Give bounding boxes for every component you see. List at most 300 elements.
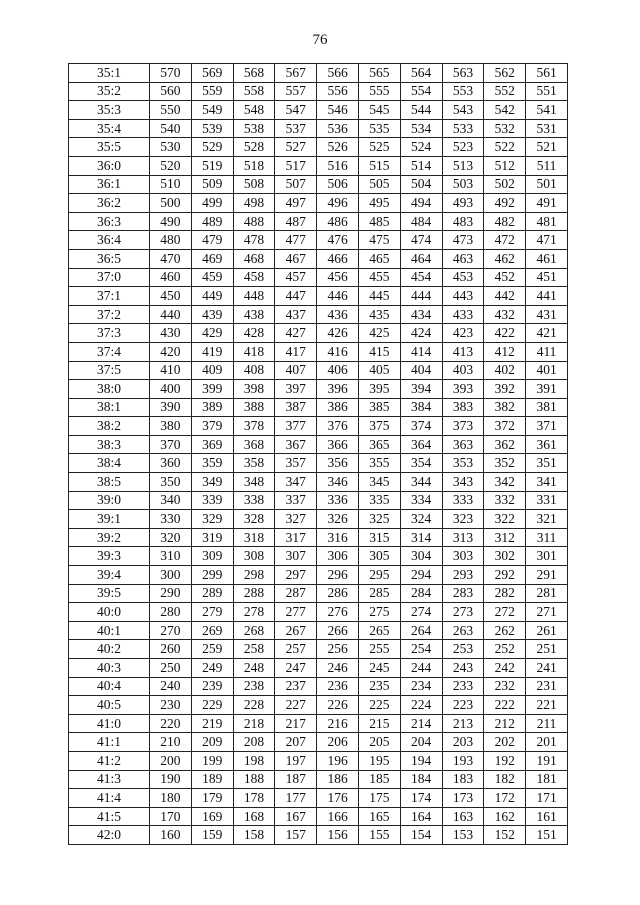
table-row	[69, 807, 568, 826]
score-cell: 284	[400, 584, 442, 603]
score-cell: 492	[484, 194, 526, 213]
time-cell: 38:2	[69, 417, 150, 436]
score-cell: 414	[400, 342, 442, 361]
table-row	[69, 547, 568, 566]
score-cell: 472	[484, 231, 526, 250]
table-row	[69, 101, 568, 120]
score-cell: 225	[358, 696, 400, 715]
score-cell: 539	[191, 119, 233, 138]
score-cell: 512	[484, 156, 526, 175]
score-cell: 215	[358, 714, 400, 733]
score-cell: 564	[400, 64, 442, 83]
score-cell: 377	[275, 417, 317, 436]
table-row	[69, 435, 568, 454]
score-cell: 520	[150, 156, 192, 175]
score-cell: 232	[484, 677, 526, 696]
score-cell: 191	[526, 751, 568, 770]
time-cell: 38:5	[69, 473, 150, 492]
score-cell: 450	[150, 287, 192, 306]
score-cell: 343	[442, 473, 484, 492]
table-row	[69, 212, 568, 231]
score-cell: 322	[484, 510, 526, 529]
score-cell: 491	[526, 194, 568, 213]
score-cell: 551	[526, 82, 568, 101]
score-cell: 273	[442, 603, 484, 622]
score-cell: 505	[358, 175, 400, 194]
table-row	[69, 491, 568, 510]
table-row	[69, 621, 568, 640]
score-cell: 262	[484, 621, 526, 640]
score-cell: 334	[400, 491, 442, 510]
score-cell: 510	[150, 175, 192, 194]
score-cell: 454	[400, 268, 442, 287]
time-cell: 39:4	[69, 566, 150, 585]
score-cell: 563	[442, 64, 484, 83]
score-cell: 544	[400, 101, 442, 120]
score-cell: 552	[484, 82, 526, 101]
score-cell: 424	[400, 324, 442, 343]
time-cell: 39:2	[69, 528, 150, 547]
score-cell: 470	[150, 249, 192, 268]
score-cell: 508	[233, 175, 275, 194]
score-cell: 417	[275, 342, 317, 361]
score-cell: 306	[317, 547, 359, 566]
score-cell: 425	[358, 324, 400, 343]
score-cell: 403	[442, 361, 484, 380]
score-cell: 458	[233, 268, 275, 287]
score-cell: 198	[233, 751, 275, 770]
time-cell: 41:3	[69, 770, 150, 789]
score-cell: 333	[442, 491, 484, 510]
table-row	[69, 566, 568, 585]
score-cell: 509	[191, 175, 233, 194]
score-cell: 546	[317, 101, 359, 120]
score-cell: 451	[526, 268, 568, 287]
score-cell: 167	[275, 807, 317, 826]
table-row	[69, 194, 568, 213]
score-cell: 436	[317, 305, 359, 324]
score-cell: 176	[317, 789, 359, 808]
score-cell: 556	[317, 82, 359, 101]
score-cell: 237	[275, 677, 317, 696]
score-cell: 366	[317, 435, 359, 454]
time-cell: 41:0	[69, 714, 150, 733]
score-cell: 380	[150, 417, 192, 436]
score-cell: 241	[526, 659, 568, 678]
score-cell: 474	[400, 231, 442, 250]
score-cell: 339	[191, 491, 233, 510]
score-cell: 469	[191, 249, 233, 268]
score-cell: 213	[442, 714, 484, 733]
score-cell: 155	[358, 826, 400, 845]
score-cell: 160	[150, 826, 192, 845]
score-cell: 501	[526, 175, 568, 194]
score-cell: 431	[526, 305, 568, 324]
score-cell: 490	[150, 212, 192, 231]
score-cell: 209	[191, 733, 233, 752]
score-cell: 216	[317, 714, 359, 733]
score-cell: 156	[317, 826, 359, 845]
score-cell: 468	[233, 249, 275, 268]
time-cell: 36:0	[69, 156, 150, 175]
table-row	[69, 751, 568, 770]
score-cell: 365	[358, 435, 400, 454]
score-cell: 222	[484, 696, 526, 715]
time-cell: 37:1	[69, 287, 150, 306]
score-cell: 223	[442, 696, 484, 715]
score-cell: 256	[317, 640, 359, 659]
score-cell: 545	[358, 101, 400, 120]
score-cell: 171	[526, 789, 568, 808]
table-row	[69, 398, 568, 417]
score-cell: 484	[400, 212, 442, 231]
score-cell: 519	[191, 156, 233, 175]
score-cell: 185	[358, 770, 400, 789]
score-cell: 550	[150, 101, 192, 120]
score-cell: 317	[275, 528, 317, 547]
score-cell: 261	[526, 621, 568, 640]
score-cell: 211	[526, 714, 568, 733]
time-cell: 38:4	[69, 454, 150, 473]
score-cell: 204	[400, 733, 442, 752]
score-cell: 379	[191, 417, 233, 436]
score-cell: 258	[233, 640, 275, 659]
score-cell: 570	[150, 64, 192, 83]
score-cell: 538	[233, 119, 275, 138]
time-cell: 38:1	[69, 398, 150, 417]
score-cell: 397	[275, 380, 317, 399]
score-cell: 456	[317, 268, 359, 287]
score-cell: 231	[526, 677, 568, 696]
score-cell: 307	[275, 547, 317, 566]
score-cell: 168	[233, 807, 275, 826]
score-cell: 389	[191, 398, 233, 417]
score-cell: 369	[191, 435, 233, 454]
score-cell: 308	[233, 547, 275, 566]
score-cell: 405	[358, 361, 400, 380]
score-cell: 374	[400, 417, 442, 436]
score-cell: 362	[484, 435, 526, 454]
score-cell: 434	[400, 305, 442, 324]
score-cell: 236	[317, 677, 359, 696]
time-cell: 36:3	[69, 212, 150, 231]
score-cell: 304	[400, 547, 442, 566]
score-cell: 267	[275, 621, 317, 640]
score-cell: 295	[358, 566, 400, 585]
score-cell: 355	[358, 454, 400, 473]
score-cell: 285	[358, 584, 400, 603]
score-cell: 381	[526, 398, 568, 417]
score-cell: 473	[442, 231, 484, 250]
score-cell: 193	[442, 751, 484, 770]
score-cell: 289	[191, 584, 233, 603]
score-cell: 265	[358, 621, 400, 640]
score-cell: 181	[526, 770, 568, 789]
score-cell: 395	[358, 380, 400, 399]
score-cell: 540	[150, 119, 192, 138]
score-cell: 565	[358, 64, 400, 83]
score-cell: 326	[317, 510, 359, 529]
score-cell: 536	[317, 119, 359, 138]
score-cell: 356	[317, 454, 359, 473]
score-cell: 197	[275, 751, 317, 770]
score-cell: 402	[484, 361, 526, 380]
score-cell: 506	[317, 175, 359, 194]
score-cell: 280	[150, 603, 192, 622]
score-cell: 245	[358, 659, 400, 678]
score-cell: 382	[484, 398, 526, 417]
score-cell: 332	[484, 491, 526, 510]
score-cell: 341	[526, 473, 568, 492]
score-cell: 252	[484, 640, 526, 659]
score-cell: 430	[150, 324, 192, 343]
time-cell: 40:3	[69, 659, 150, 678]
score-cell: 248	[233, 659, 275, 678]
score-cell: 461	[526, 249, 568, 268]
score-cell: 240	[150, 677, 192, 696]
time-cell: 41:2	[69, 751, 150, 770]
score-cell: 361	[526, 435, 568, 454]
score-cell: 517	[275, 156, 317, 175]
score-cell: 423	[442, 324, 484, 343]
score-cell: 467	[275, 249, 317, 268]
score-cell: 310	[150, 547, 192, 566]
score-cell: 187	[275, 770, 317, 789]
score-cell: 218	[233, 714, 275, 733]
table-row	[69, 156, 568, 175]
score-cell: 203	[442, 733, 484, 752]
score-cell: 305	[358, 547, 400, 566]
time-cell: 41:4	[69, 789, 150, 808]
time-cell: 37:4	[69, 342, 150, 361]
score-cell: 526	[317, 138, 359, 157]
score-cell: 153	[442, 826, 484, 845]
score-cell: 196	[317, 751, 359, 770]
score-cell: 372	[484, 417, 526, 436]
table-row	[69, 287, 568, 306]
score-cell: 329	[191, 510, 233, 529]
score-cell: 371	[526, 417, 568, 436]
score-cell: 290	[150, 584, 192, 603]
score-cell: 485	[358, 212, 400, 231]
score-cell: 159	[191, 826, 233, 845]
table-row	[69, 417, 568, 436]
score-cell: 233	[442, 677, 484, 696]
score-cell: 251	[526, 640, 568, 659]
score-cell: 298	[233, 566, 275, 585]
score-cell: 387	[275, 398, 317, 417]
table-row	[69, 64, 568, 83]
score-cell: 413	[442, 342, 484, 361]
time-cell: 36:2	[69, 194, 150, 213]
score-cell: 462	[484, 249, 526, 268]
score-cell: 444	[400, 287, 442, 306]
score-cell: 557	[275, 82, 317, 101]
table-row	[69, 342, 568, 361]
score-cell: 368	[233, 435, 275, 454]
score-cell: 378	[233, 417, 275, 436]
score-cell: 534	[400, 119, 442, 138]
score-cell: 164	[400, 807, 442, 826]
table-row	[69, 826, 568, 845]
table-row	[69, 268, 568, 287]
score-cell: 358	[233, 454, 275, 473]
score-cell: 360	[150, 454, 192, 473]
page-number: 76	[312, 32, 328, 48]
score-cell: 507	[275, 175, 317, 194]
table-row	[69, 696, 568, 715]
score-cell: 188	[233, 770, 275, 789]
score-cell: 345	[358, 473, 400, 492]
score-cell: 328	[233, 510, 275, 529]
score-cell: 195	[358, 751, 400, 770]
score-cell: 200	[150, 751, 192, 770]
score-cell: 157	[275, 826, 317, 845]
time-cell: 35:3	[69, 101, 150, 120]
score-cell: 158	[233, 826, 275, 845]
score-cell: 411	[526, 342, 568, 361]
score-cell: 465	[358, 249, 400, 268]
score-cell: 279	[191, 603, 233, 622]
score-cell: 275	[358, 603, 400, 622]
score-cell: 559	[191, 82, 233, 101]
score-cell: 349	[191, 473, 233, 492]
time-cell: 41:5	[69, 807, 150, 826]
time-cell: 37:3	[69, 324, 150, 343]
score-cell: 321	[526, 510, 568, 529]
score-cell: 296	[317, 566, 359, 585]
time-cell: 38:3	[69, 435, 150, 454]
time-cell: 38:0	[69, 380, 150, 399]
score-cell: 400	[150, 380, 192, 399]
score-cell: 446	[317, 287, 359, 306]
score-cell: 163	[442, 807, 484, 826]
score-cell: 210	[150, 733, 192, 752]
score-cell: 303	[442, 547, 484, 566]
score-cell: 165	[358, 807, 400, 826]
score-cell: 527	[275, 138, 317, 157]
score-cell: 246	[317, 659, 359, 678]
score-cell: 560	[150, 82, 192, 101]
score-cell: 184	[400, 770, 442, 789]
score-cell: 309	[191, 547, 233, 566]
score-cell: 396	[317, 380, 359, 399]
score-cell: 504	[400, 175, 442, 194]
table-row	[69, 82, 568, 101]
table-row	[69, 528, 568, 547]
score-cell: 448	[233, 287, 275, 306]
time-cell: 39:3	[69, 547, 150, 566]
table-row	[69, 510, 568, 529]
score-cell: 386	[317, 398, 359, 417]
score-cell: 367	[275, 435, 317, 454]
score-cell: 392	[484, 380, 526, 399]
time-cell: 42:0	[69, 826, 150, 845]
table-row	[69, 770, 568, 789]
score-cell: 174	[400, 789, 442, 808]
score-cell: 190	[150, 770, 192, 789]
score-cell: 320	[150, 528, 192, 547]
table-row	[69, 603, 568, 622]
score-cell: 166	[317, 807, 359, 826]
score-cell: 514	[400, 156, 442, 175]
score-cell: 478	[233, 231, 275, 250]
score-cell: 208	[233, 733, 275, 752]
score-cell: 330	[150, 510, 192, 529]
score-cell: 375	[358, 417, 400, 436]
table-row	[69, 714, 568, 733]
score-cell: 272	[484, 603, 526, 622]
score-cell: 482	[484, 212, 526, 231]
score-cell: 437	[275, 305, 317, 324]
score-cell: 224	[400, 696, 442, 715]
score-cell: 311	[526, 528, 568, 547]
score-cell: 463	[442, 249, 484, 268]
score-cell: 440	[150, 305, 192, 324]
table-row	[69, 175, 568, 194]
score-cell: 441	[526, 287, 568, 306]
score-cell: 543	[442, 101, 484, 120]
time-cell: 37:2	[69, 305, 150, 324]
score-cell: 312	[484, 528, 526, 547]
score-cell: 287	[275, 584, 317, 603]
score-cell: 250	[150, 659, 192, 678]
score-cell: 221	[526, 696, 568, 715]
score-cell: 442	[484, 287, 526, 306]
time-cell: 35:5	[69, 138, 150, 157]
score-cell: 513	[442, 156, 484, 175]
score-cell: 364	[400, 435, 442, 454]
time-cell: 36:4	[69, 231, 150, 250]
score-cell: 443	[442, 287, 484, 306]
time-cell: 37:5	[69, 361, 150, 380]
score-cell: 315	[358, 528, 400, 547]
score-cell: 206	[317, 733, 359, 752]
score-cell: 239	[191, 677, 233, 696]
score-cell: 169	[191, 807, 233, 826]
score-cell: 260	[150, 640, 192, 659]
score-cell: 541	[526, 101, 568, 120]
score-cell: 340	[150, 491, 192, 510]
table-row	[69, 249, 568, 268]
score-cell: 151	[526, 826, 568, 845]
table-row	[69, 789, 568, 808]
time-cell: 40:2	[69, 640, 150, 659]
score-cell: 553	[442, 82, 484, 101]
score-cell: 201	[526, 733, 568, 752]
score-cell: 302	[484, 547, 526, 566]
score-cell: 352	[484, 454, 526, 473]
score-cell: 319	[191, 528, 233, 547]
score-cell: 183	[442, 770, 484, 789]
score-cell: 205	[358, 733, 400, 752]
score-cell: 253	[442, 640, 484, 659]
score-cell: 535	[358, 119, 400, 138]
score-cell: 313	[442, 528, 484, 547]
score-cell: 475	[358, 231, 400, 250]
score-cell: 409	[191, 361, 233, 380]
score-cell: 555	[358, 82, 400, 101]
score-cell: 511	[526, 156, 568, 175]
score-cell: 202	[484, 733, 526, 752]
score-cell: 427	[275, 324, 317, 343]
time-cell: 40:1	[69, 621, 150, 640]
table-row	[69, 677, 568, 696]
score-cell: 493	[442, 194, 484, 213]
score-cell: 154	[400, 826, 442, 845]
score-cell: 516	[317, 156, 359, 175]
table-row	[69, 305, 568, 324]
